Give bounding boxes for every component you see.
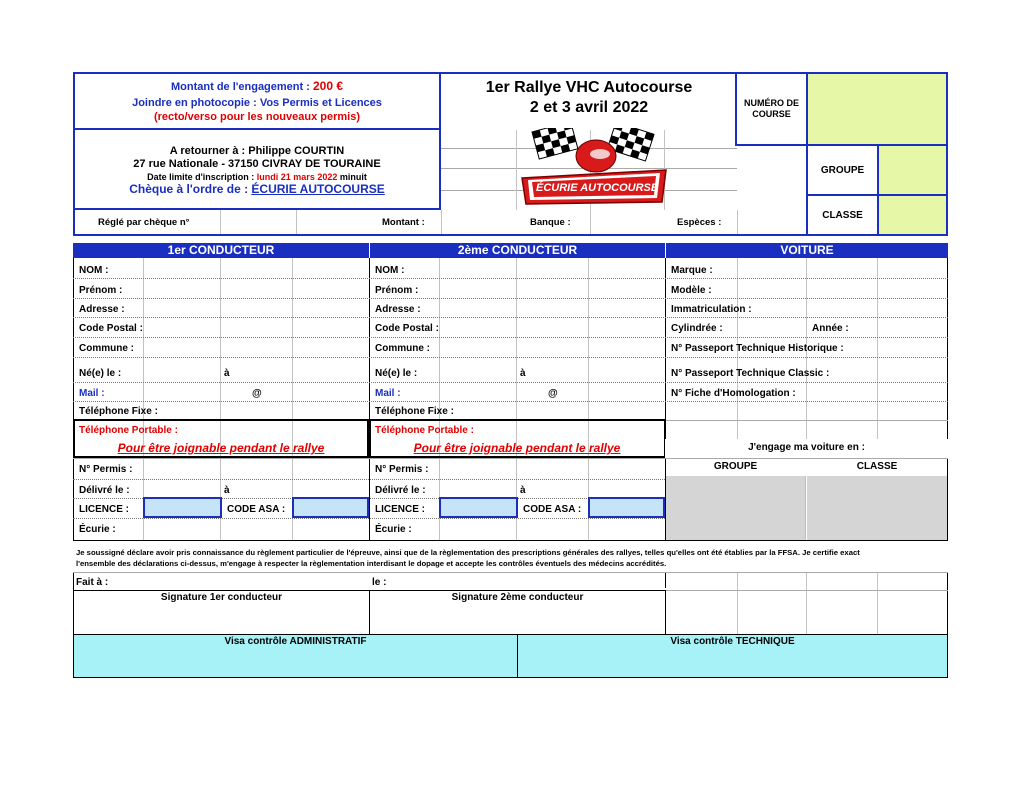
car-fiche-label: N° Fiche d'Homologation : <box>671 388 796 399</box>
d2-licence-label: LICENCE : <box>375 504 425 515</box>
attach-line: Joindre en photocopie : Vos Permis et Licences <box>132 97 382 109</box>
d2-code-postal-label: Code Postal : <box>375 323 439 334</box>
d1-prenom-label: Prénom : <box>79 285 123 296</box>
d2-code-asa-field[interactable] <box>588 497 665 518</box>
d2-delivre-a-label: à <box>520 485 526 496</box>
d2-prenom-label: Prénom : <box>375 285 419 296</box>
car-classe-field[interactable] <box>807 476 947 540</box>
groupe-label: GROUPE <box>820 165 865 176</box>
d2-at-label: @ <box>548 388 558 399</box>
d1-code-asa-label: CODE ASA : <box>227 504 286 515</box>
d1-code-asa-field[interactable] <box>292 497 369 518</box>
d1-tel-fixe-label: Téléphone Fixe : <box>79 406 158 417</box>
d1-tel-portable-label: Téléphone Portable : <box>79 425 178 436</box>
d2-ecurie-label: Écurie : <box>375 524 412 535</box>
car-groupe-label: GROUPE <box>713 461 758 472</box>
car-marque-label: Marque : <box>671 265 713 276</box>
d1-code-postal-label: Code Postal : <box>79 323 143 334</box>
visa-admin-label: Visa contrôle ADMINISTRATIF <box>224 636 367 647</box>
signature2-label: Signature 2ème conducteur <box>451 592 584 603</box>
d2-ne-le-label: Né(e) le : <box>375 368 418 379</box>
section-driver1: 1er CONDUCTEUR <box>73 243 369 258</box>
d2-code-asa-label: CODE ASA : <box>523 504 582 515</box>
recto-line: (recto/verso pour les nouveaux permis) <box>153 111 360 123</box>
race-number-label: NUMÉRO DE <box>743 98 799 108</box>
le-label: le : <box>372 577 387 588</box>
deadline-value: lundi 21 mars 2022 <box>256 172 338 182</box>
d1-licence-field[interactable] <box>143 497 222 518</box>
d2-ne-a-label: à <box>520 368 526 379</box>
cheque-value: ÉCURIE AUTOCOURSE <box>251 182 385 196</box>
d1-nom-label: NOM : <box>79 265 109 276</box>
address-line: 27 rue Nationale - 37150 CIVRAY DE TOURAINE <box>133 158 381 170</box>
d2-delivre-label: Délivré le : <box>375 485 426 496</box>
regle-label: Réglé par chèque n° <box>98 217 190 228</box>
d1-delivre-label: Délivré le : <box>79 485 130 496</box>
d1-ecurie-label: Écurie : <box>79 524 116 535</box>
banque-label: Banque : <box>530 217 571 228</box>
car-passeport-historique-label: N° Passeport Technique Historique : <box>671 343 844 354</box>
d1-mail-label: Mail : <box>79 388 105 399</box>
logo-text: ÉCURIE AUTOCOURSE <box>536 182 659 194</box>
d2-commune-label: Commune : <box>375 343 430 354</box>
cheque-label: Chèque à l'ordre de : <box>129 182 249 196</box>
rally-title: 1er Rallye VHC Autocourse <box>485 79 693 96</box>
especes-label: Espèces : <box>677 217 722 228</box>
d1-licence-label: LICENCE : <box>79 504 129 515</box>
d1-adresse-label: Adresse : <box>79 304 125 315</box>
car-annee-label: Année : <box>812 323 849 334</box>
car-immatriculation-label: Immatriculation : <box>671 304 752 315</box>
car-cylindree-label: Cylindrée : <box>671 323 723 334</box>
groupe-field[interactable] <box>877 144 948 196</box>
d2-tel-portable-label: Téléphone Portable : <box>375 425 474 436</box>
classe-field[interactable] <box>877 194 948 236</box>
ecurie-autocourse-logo <box>518 128 670 206</box>
d1-ne-le-label: Né(e) le : <box>79 368 122 379</box>
visa-tech-label: Visa contrôle TECHNIQUE <box>670 636 795 647</box>
deadline-label: Date limite d'inscription : <box>147 172 255 182</box>
fee-line <box>73 80 441 93</box>
fee-value: 200 € <box>312 79 343 93</box>
return-line: A retourner à : Philippe COURTIN <box>169 145 345 157</box>
car-classe-label: CLASSE <box>856 461 898 472</box>
d1-delivre-a-label: à <box>224 485 230 496</box>
fee-label: Montant de l'engagement : <box>171 81 310 93</box>
car-groupe-field[interactable] <box>666 476 806 540</box>
deadline-suffix: minuit <box>339 172 367 182</box>
d2-mail-label: Mail : <box>375 388 401 399</box>
d1-permis-label: N° Permis : <box>79 464 133 475</box>
d2-licence-field[interactable] <box>439 497 518 518</box>
declaration-line2: l'ensemble des déclarations ci-dessus, m'engage à respecter la règlementation interdisant le dopage et accepte les contrôles éventuels des médecins accrédités. <box>76 559 667 568</box>
d2-permis-label: N° Permis : <box>375 464 429 475</box>
d1-joignable-text: Pour être joignable pendant le rallye <box>117 441 325 455</box>
car-modele-label: Modèle : <box>671 285 712 296</box>
d2-tel-fixe-label: Téléphone Fixe : <box>375 406 454 417</box>
race-number-field[interactable] <box>806 72 948 146</box>
signature1-label: Signature 1er conducteur <box>160 592 283 603</box>
d2-joignable-text: Pour être joignable pendant le rallye <box>413 441 621 455</box>
fait-a-label: Fait à : <box>76 577 109 588</box>
d2-nom-label: NOM : <box>375 265 405 276</box>
d1-at-label: @ <box>252 388 262 399</box>
declaration-line1: Je soussigné déclare avoir pris connaissance du règlement particulier de l'épreuve, ainsi que de la règlementation des prescriptions générales des rallyes, telles qu'elles ont été établies par la FFSA. Je certifie exact <box>76 548 860 557</box>
d1-ne-a-label: à <box>224 368 230 379</box>
section-car: VOITURE <box>665 243 948 258</box>
d2-adresse-label: Adresse : <box>375 304 421 315</box>
cheque-line <box>73 183 441 195</box>
classe-label: CLASSE <box>822 210 863 221</box>
montant-label: Montant : <box>382 217 425 228</box>
race-number-label-2: COURSE <box>752 109 791 119</box>
section-driver2: 2ème CONDUCTEUR <box>369 243 665 258</box>
d1-commune-label: Commune : <box>79 343 134 354</box>
rally-dates: 2 et 3 avril 2022 <box>529 99 649 116</box>
car-engage-label: J'engage ma voiture en : <box>748 442 865 453</box>
car-passeport-classic-label: N° Passeport Technique Classic : <box>671 368 830 379</box>
